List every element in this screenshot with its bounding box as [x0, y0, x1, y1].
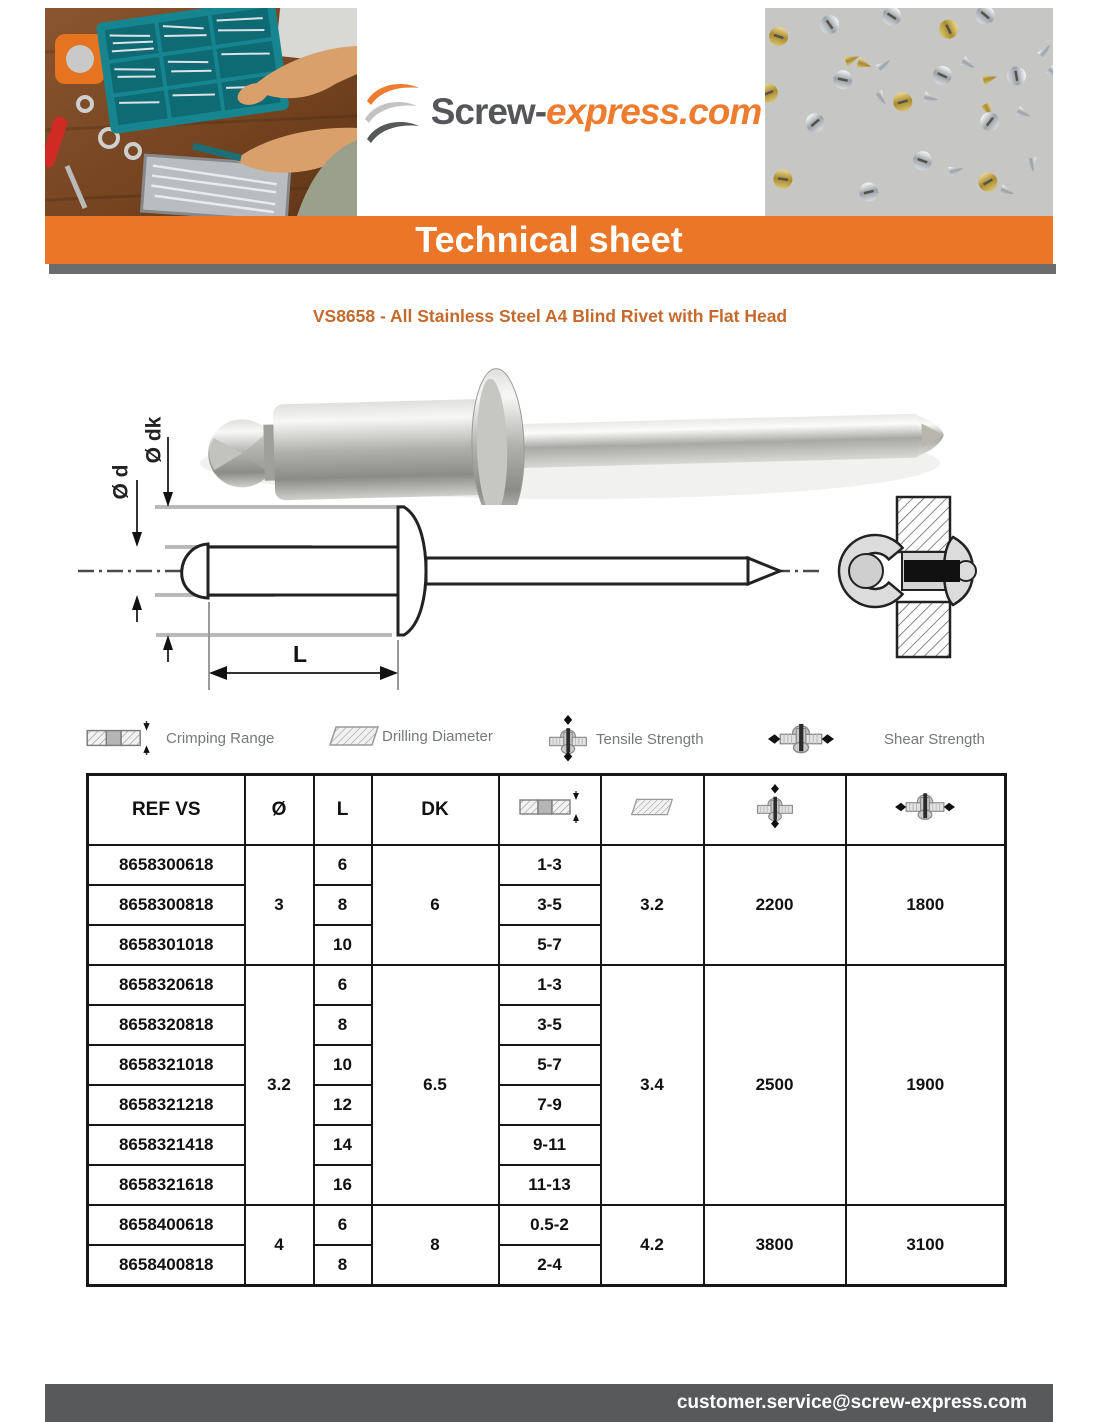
tensile-cell: 2500 — [704, 965, 846, 1205]
crimp-cell: 5-7 — [499, 925, 601, 965]
logo-swoosh-icon — [361, 79, 423, 145]
length-cell: 8 — [314, 885, 372, 925]
ref-cell: 8658321018 — [88, 1045, 245, 1085]
length-cell: 10 — [314, 925, 372, 965]
legend-item-drilling-diameter — [328, 724, 493, 748]
length-cell: 6 — [314, 965, 372, 1005]
crimp-cell: 5-7 — [499, 1045, 601, 1085]
table-row — [88, 965, 1006, 1005]
tensile-cell: 3800 — [704, 1205, 846, 1286]
drilling-diameter-icon — [630, 796, 674, 818]
header-length: L — [314, 775, 372, 846]
logo-text-primary: Screw- — [430, 91, 547, 132]
crimp-cell: 0.5-2 — [499, 1205, 601, 1245]
footer-email-link[interactable]: customer.service@screw-express.com — [676, 1392, 1027, 1413]
spec-table — [86, 773, 1007, 1287]
logo — [361, 79, 762, 145]
header-photo-right — [765, 8, 1053, 216]
ref-cell: 8658321618 — [88, 1165, 245, 1205]
drilling-diameter-icon — [328, 724, 380, 748]
legend — [0, 714, 1100, 766]
ref-cell: 8658301018 — [88, 925, 245, 965]
table-row — [88, 1205, 1006, 1245]
header-ref: REF VS — [88, 775, 245, 846]
ref-cell: 8658300818 — [88, 885, 245, 925]
legend-item-shear-strength — [768, 716, 985, 762]
product-title: VS8658 - All Stainless Steel A4 Blind Rivet with Flat Head — [312, 306, 788, 326]
crimping-range-icon — [86, 720, 152, 756]
shear-cell: 3100 — [846, 1205, 1006, 1286]
length-cell: 14 — [314, 1125, 372, 1165]
table-header-row — [88, 775, 1006, 846]
length-cell: 8 — [314, 1245, 372, 1286]
dk-cell: 6.5 — [372, 965, 499, 1205]
shear-strength-icon — [895, 786, 955, 828]
tensile-strength-icon — [548, 710, 588, 768]
banner-title: Technical sheet — [415, 219, 683, 260]
diameter-cell: 3.2 — [245, 965, 314, 1205]
footer-bar — [45, 1384, 1053, 1422]
dim-label-dk: Ø dk — [142, 416, 166, 464]
legend-item-tensile-strength — [548, 710, 704, 768]
length-cell: 10 — [314, 1045, 372, 1085]
length-cell: 6 — [314, 1205, 372, 1245]
diameter-cell: 3 — [245, 845, 314, 965]
drill-cell: 3.4 — [601, 965, 704, 1205]
dim-label-d: Ø d — [109, 464, 133, 500]
technical-sheet-banner — [45, 216, 1053, 264]
crimp-cell: 1-3 — [499, 965, 601, 1005]
table-row — [88, 845, 1006, 885]
dk-cell: 6 — [372, 845, 499, 965]
legend-label: Shear Strength — [884, 730, 985, 748]
ref-cell: 8658321218 — [88, 1085, 245, 1125]
shear-strength-icon — [768, 716, 834, 762]
crimp-cell: 2-4 — [499, 1245, 601, 1286]
legend-label: Tensile Strength — [596, 730, 704, 748]
header-photo-left — [45, 8, 357, 216]
ref-cell: 8658320618 — [88, 965, 245, 1005]
crimp-cell: 1-3 — [499, 845, 601, 885]
crimp-cell: 7-9 — [499, 1085, 601, 1125]
ref-cell: 8658400818 — [88, 1245, 245, 1286]
legend-item-crimping-range — [86, 720, 274, 756]
shear-cell: 1900 — [846, 965, 1006, 1205]
banner-shadow-strip — [49, 264, 1056, 274]
length-cell: 16 — [314, 1165, 372, 1205]
drill-cell: 3.2 — [601, 845, 704, 965]
installed-rivet-cross-section — [839, 497, 976, 657]
logo-text — [431, 91, 762, 133]
length-cell: 12 — [314, 1085, 372, 1125]
ref-cell: 8658400618 — [88, 1205, 245, 1245]
crimp-cell: 11-13 — [499, 1165, 601, 1205]
technical-diagram — [60, 400, 1060, 700]
diameter-cell: 4 — [245, 1205, 314, 1286]
dk-cell: 8 — [372, 1205, 499, 1286]
length-cell: 6 — [314, 845, 372, 885]
header-dk: DK — [372, 775, 499, 846]
ref-cell: 8658321418 — [88, 1125, 245, 1165]
crimping-range-icon — [519, 790, 581, 824]
crimp-cell: 9-11 — [499, 1125, 601, 1165]
dim-label-l: L — [292, 641, 308, 667]
crimp-cell: 3-5 — [499, 1005, 601, 1045]
legend-label: Crimping Range — [166, 729, 275, 747]
logo-text-secondary: express.com — [546, 91, 762, 132]
tensile-cell: 2200 — [704, 845, 846, 965]
header-drilling-diameter — [601, 775, 704, 846]
ref-cell: 8658300618 — [88, 845, 245, 885]
legend-label: Drilling Diameter — [382, 727, 493, 745]
length-cell: 8 — [314, 1005, 372, 1045]
header-crimping-range — [499, 775, 601, 846]
tensile-strength-icon — [756, 781, 794, 833]
header-tensile-strength — [704, 775, 846, 846]
header-logo-area — [357, 8, 765, 216]
header-shear-strength — [846, 775, 1006, 846]
header-diameter: Ø — [245, 775, 314, 846]
shear-cell: 1800 — [846, 845, 1006, 965]
ref-cell: 8658320818 — [88, 1005, 245, 1045]
crimp-cell: 3-5 — [499, 885, 601, 925]
drill-cell: 4.2 — [601, 1205, 704, 1286]
